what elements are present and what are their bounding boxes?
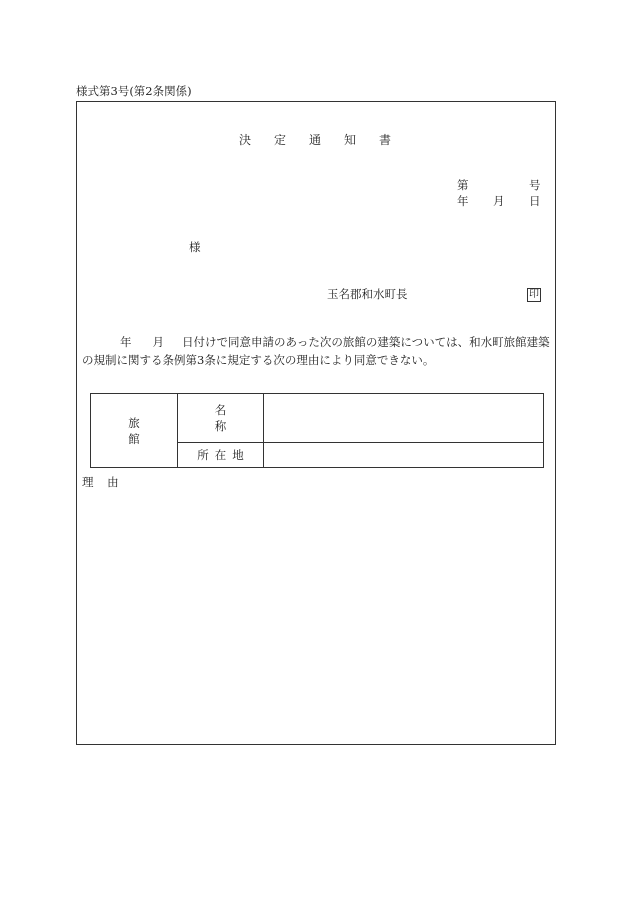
name-value bbox=[264, 394, 544, 443]
form-label: 様式第3号(第2条関係) bbox=[76, 84, 192, 98]
number-suffix: 号 bbox=[529, 178, 541, 192]
addressee-suffix: 様 bbox=[189, 240, 201, 254]
ryokan-info-table bbox=[90, 393, 544, 468]
number-prefix: 第 bbox=[457, 178, 469, 192]
date-day: 日 bbox=[529, 194, 541, 208]
body-paragraph bbox=[82, 333, 550, 369]
address-label: 所在地 bbox=[178, 442, 264, 467]
date-year: 年 bbox=[457, 194, 469, 208]
address-value bbox=[264, 442, 544, 467]
body-year: 年 bbox=[120, 335, 132, 349]
date-month: 月 bbox=[493, 194, 505, 208]
document-title: 決定通知書 bbox=[239, 133, 415, 147]
issuer-name: 玉名郡和水町長 bbox=[327, 287, 408, 301]
ryokan-group-label: 旅館 bbox=[91, 394, 178, 468]
name-label: 名称 bbox=[178, 394, 264, 443]
body-text: 日付けで同意申請のあった次の旅館の建築については、和水町旅館建築の規制に関する条例第3条に規定する次の理由により同意できない。 bbox=[82, 335, 550, 367]
seal-mark: 印 bbox=[529, 289, 539, 300]
body-month: 月 bbox=[152, 335, 164, 349]
reason-label: 理 由 bbox=[82, 475, 124, 489]
